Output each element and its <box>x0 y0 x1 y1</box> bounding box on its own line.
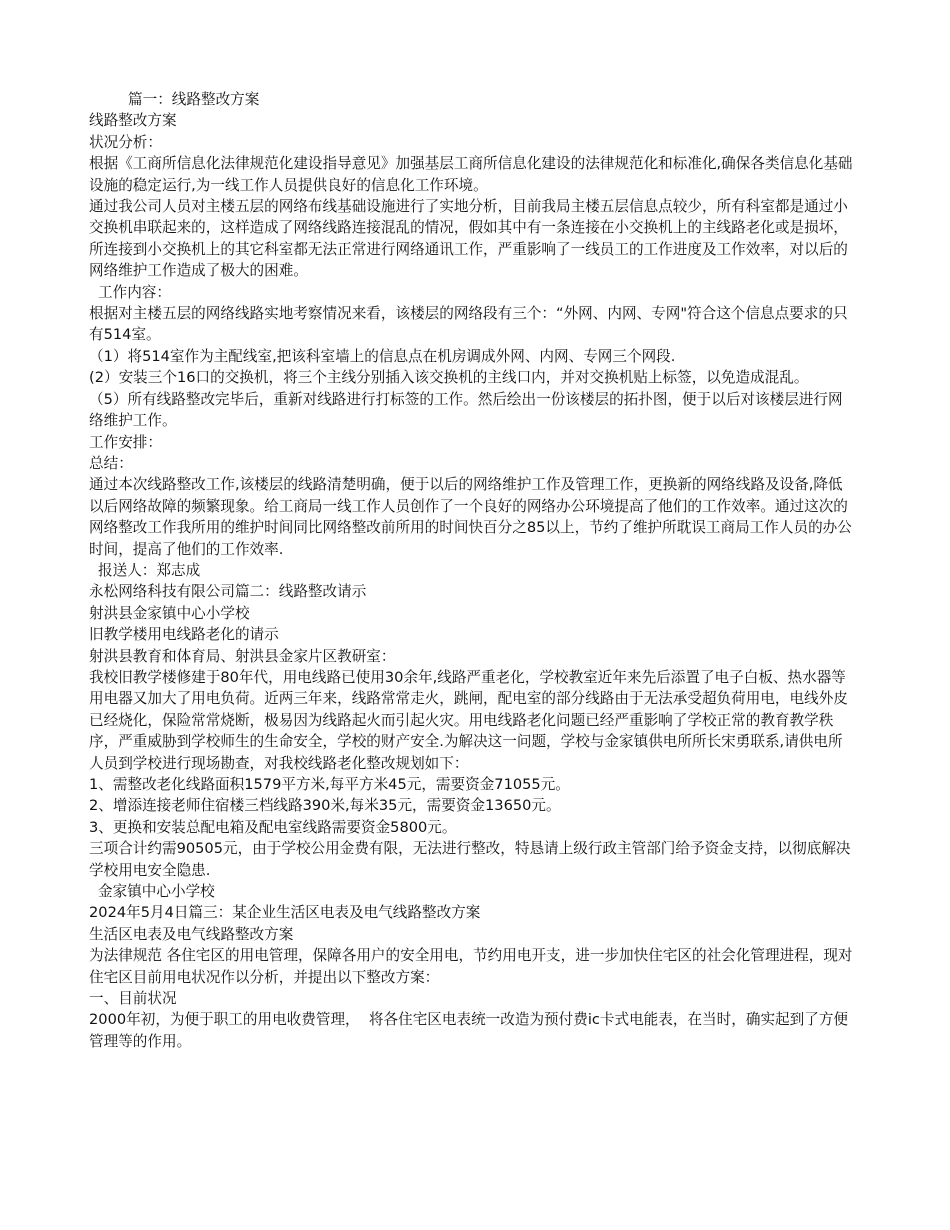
text-line: 篇一：线路整改方案 <box>128 91 260 108</box>
text-line: 生活区电表及电气线路整改方案 <box>89 925 294 943</box>
text-line: (2）安装三个16口的交换机，将三个主线分别插入该交换机的主线口内，并对交换机贴上标签，以免造成混乱。 <box>89 369 809 387</box>
text-line: 根据对主楼五层的网络线路实地考察情况来看，该楼层的网络段有三个：“外网、内网、专网"符合这个信息点要求的只有514室。 <box>89 305 848 344</box>
text-line: 三项合计约需90505元，由于学校公用金费有限，无法进行整改，特恳请上级行政主管部门给予资金支持，以彻底解决学校用电安全隐患. <box>89 840 851 879</box>
text-line: 一、目前状况 <box>89 990 177 1008</box>
text-line: （5）所有线路整改完毕后，重新对线路进行打标签的工作。然后绘出一份该楼层的拓扑图，便于以后对该楼层进行网络维护工作。 <box>89 390 843 430</box>
text-line: 金家镇中心小学校 <box>98 883 215 901</box>
text-line: 报送人：郑志成 <box>98 561 201 579</box>
text-line: 状况分析： <box>89 133 162 151</box>
text-line: 旧教学楼用电线路老化的请示 <box>89 626 279 644</box>
text-line: 根据《工商所信息化法律规范化建设指导意见》加强基层工商所信息化建设的法律规范化和标准化,确保各类信息化基础设施的稳定运行,为一线工作人员提供良好的信息化工作环境。 <box>89 155 853 194</box>
text-line: 工作内容： <box>98 283 171 301</box>
text-line: 工作安排： <box>89 433 162 451</box>
text-line: 我校旧教学楼修建于80年代，用电线路已使用30余年,线路严重老化，学校教室近年来先后添置了电子白板、热水器等用电器又加大了用电负荷。近两三年来，线路常常走火，跳闸，配电室的部分线路由于无法承受超负荷用电，电线外皮已经烧化，保险常常烧断，极易因为线路起火而引起火灾。用电线路老化问题已经严重影响了学校正常的教育教学秩序，严重威胁到学校师生的生命安全，学校的财产安全.为解决这一问题，学校与金家镇供电所所长宋勇联系,请供电所人员到学校进行现场勘查，对我校线路老化整改规划如下： <box>89 668 848 772</box>
text-line: 2000年初，为便于职工的用电收费管理， 将各住宅区电表统一改造为预付费ic卡式电能表，在当时，确实起到了方便管理等的作用。 <box>89 1011 849 1050</box>
text-line: 3、更换和安装总配电箱及配电室线路需要资金5800元。 <box>89 818 457 836</box>
text-line: 线路整改方案 <box>89 112 177 130</box>
text-line: 为法律规范 各住宅区的用电管理，保障各用户的安全用电，节约用电开支，进一步加快住宅区的社会化管理进程，现对 住宅区目前用电状况作以分析，并提出以下整改方案： <box>89 947 858 986</box>
text-line: 射洪县教育和体育局、射洪县金家片区教研室： <box>89 647 396 665</box>
text-line: 永松网络科技有限公司篇二：线路整改请示 <box>89 583 367 601</box>
text-line: （1）将514室作为主配线室,把该科室墙上的信息点在机房调成外网、内网、专网三个网段. <box>89 347 676 365</box>
text-line: 通过我公司人员对主楼五层的网络布线基础设施进行了实地分析，目前我局主楼五层信息点较少，所有科室都是通过小交换机串联起来的，这样造成了网络线路连接混乱的情况，假如其中有一条连接在小交换机上的主线路老化或是损坏，所连接到小交换机上的其它科室都无法正常进行网络通讯工作，严重影响了一线员工的工作进度及工作效率，对以后的网络维护工作造成了极大的困难。 <box>89 198 848 280</box>
text-line: 射洪县金家镇中心小学校 <box>89 604 250 622</box>
text-line: 1、需整改老化线路面积1579平方米,每平方米45元，需要资金71055元。 <box>89 776 570 793</box>
text-line: 总结： <box>89 454 133 472</box>
text-line: 2、增添连接老师住宿楼三档线路390米,每米35元，需要资金13650元。 <box>89 797 561 815</box>
text-line: 2024年5月4日篇三：某企业生活区电表及电气线路整改方案 <box>89 904 481 922</box>
text-line: 通过本次线路整改工作,该楼层的线路清楚明确，便于以后的网络维护工作及管理工作，更换新的网络线路及设备,降低以后网络故障的频繁现象。给工商局一线工作人员创作了一个良好的网络办公环境提高了他们的工作效率。通过这次的网络整改工作我所用的维护时间同比网络整改前所用的时间快百分之85以上，节约了维护所耽误工商局工作人员的办公时间，提高了他们的工作效率. <box>89 476 852 558</box>
